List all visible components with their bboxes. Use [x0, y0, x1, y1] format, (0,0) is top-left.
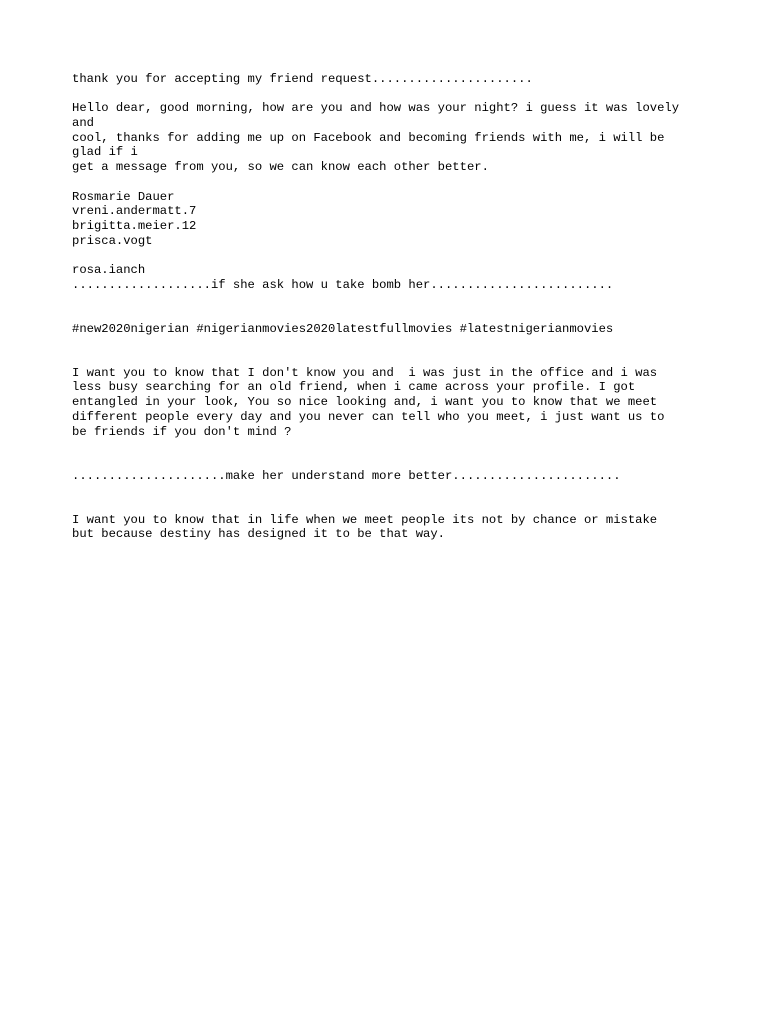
username-line: rosa.ianch: [72, 262, 146, 277]
signature-name: Rosmarie Dauer: [72, 189, 175, 204]
text-line: cool, thanks for adding me up on Facebook and becoming friends with me, i will be: [72, 130, 665, 145]
text-line: different people every day and you never can tell who you meet, i just want us to: [72, 409, 665, 424]
blank-line: [72, 175, 712, 190]
username-line: prisca.vogt: [72, 233, 153, 248]
blank-line: [72, 292, 712, 307]
text-line: be friends if you don't mind ?: [72, 424, 292, 439]
text-line: and: [72, 116, 94, 131]
blank-line: [72, 439, 712, 454]
text-line: Hello dear, good morning, how are you and how was your night? i guess it was lovely: [72, 101, 680, 116]
blank-line: [72, 336, 712, 351]
blank-line: [72, 248, 712, 263]
text-line: but because destiny has designed it to be that way.: [72, 527, 445, 542]
text-line: less busy searching for an old friend, when i came across your profile. I got: [72, 380, 636, 395]
username-line: brigitta.meier.12: [72, 218, 197, 233]
text-line: glad if i: [72, 145, 138, 160]
hashtags-line: #new2020nigerian #nigerianmovies2020latestfullmovies #latestnigerianmovies: [72, 321, 614, 336]
blank-line: [72, 87, 712, 102]
blank-line: [72, 454, 712, 469]
blank-line: [72, 351, 712, 366]
text-line: entangled in your look, You so nice looking and, i want you to know that we meet: [72, 395, 658, 410]
text-line: get a message from you, so we can know each other better.: [72, 160, 489, 175]
username-line: vreni.andermatt.7: [72, 204, 197, 219]
text-line: .....................make her understand more better.......................: [72, 468, 621, 483]
blank-line: [72, 498, 712, 513]
text-line: I want you to know that I don't know you and i was just in the office and i was: [72, 365, 658, 380]
text-line: ...................if she ask how u take bomb her.........................: [72, 277, 614, 292]
blank-line: [72, 483, 712, 498]
text-line: thank you for accepting my friend request......................: [72, 72, 533, 86]
document-text: [72, 72, 712, 542]
text-line: I want you to know that in life when we meet people its not by chance or mistake: [72, 512, 658, 527]
blank-line: [72, 307, 712, 322]
